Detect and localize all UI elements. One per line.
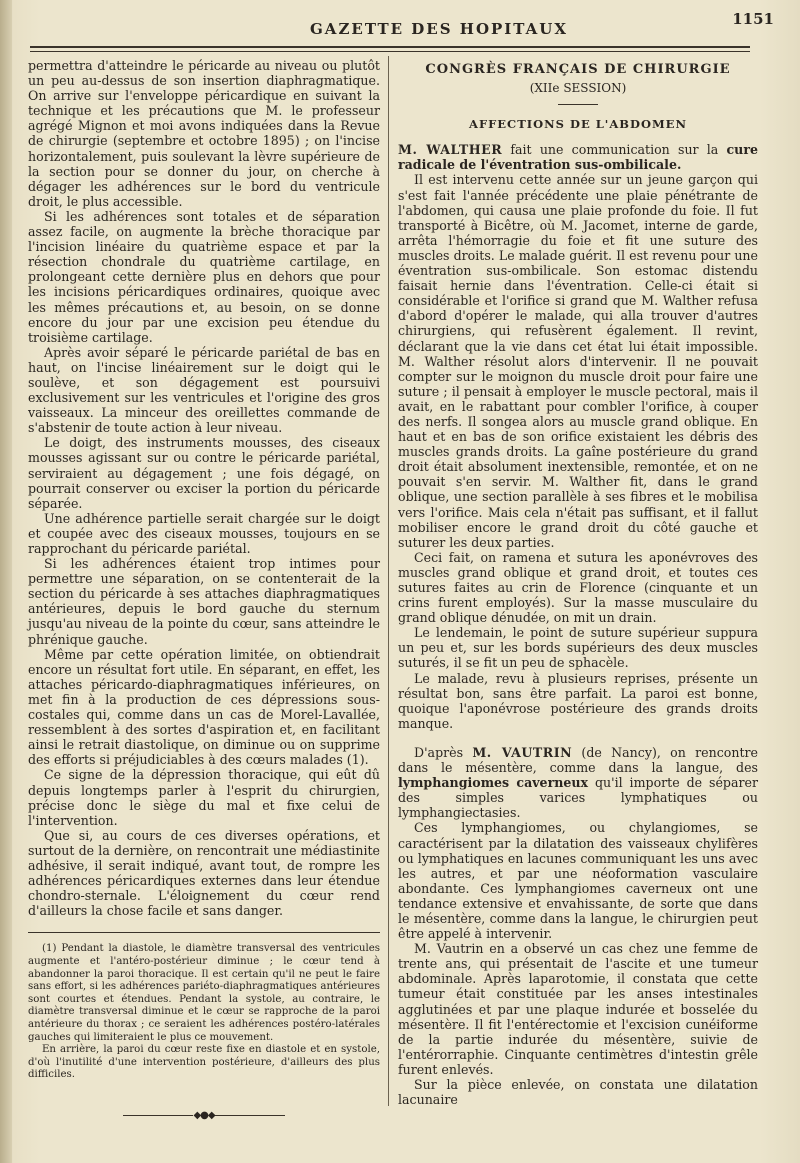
walther-topic: cure radicale de l'éventration sus-ombilicale. [398,142,758,173]
paragraph: Que si, au cours de ces diverses opérations, et surtout de la dernière, on rencontrait une médiastinite adhésive, il serait indiqué, avant tout, de rompre les adhérences péricardiques externes dans leur étendue chondro-sternale. L'éloignement du cœur rend d'ailleurs la chose facile et sans danger. [28,827,380,919]
vautrin-topic: lymphangiomes caverneux [398,775,589,791]
paragraph: Une adhérence partielle serait chargée sur le doigt et coupée avec des ciseaux mousses, toujours en se rapprochant du péricarde pariétal. [28,510,380,556]
paragraph: Ceci fait, on ramena et sutura les aponévroves des muscles grand oblique et grand droit, et toutes ces sutures faites au crin de Florence (cinquante et un crins furent employés). Sur la masse musculaire du grand oblique dénudée, on mit un drain. [398,549,758,626]
walther-intro: fait une communication sur la [502,142,727,158]
footnote: (1) Pendant la diastole, le diamètre transversal des ventricules augmente et l'antéro-postérieur diminue ; le cœur tend à abandonner la paroi thoracique. Il est certain qu'il ne peut le faire sans effort, si les adhérences pariéto-diaphragmatiques antérieures sont courtes et étendues. Pendant la systole, au contraire, le diamètre transversal diminue et le cœur se rapproche de la paroi antérieure du thorax ; ce seraient les adhérences postéro-latérales gauches qui limiteraient le plus ce mouvement. [28,943,380,1043]
paragraph-spacer [398,731,758,745]
congress-title: CONGRÈS FRANÇAIS DE CHIRURGIE [425,62,731,77]
paragraph: Sur la pièce enlevée, on constata une dilatation lacunaire [398,1077,758,1108]
vautrin-lead-paragraph [398,745,758,820]
paragraph: Après avoir séparé le péricarde pariétal de bas en haut, on l'incise linéairement sur le doigt qui le soulève, et son dégagement est poursuivi exclusivement sur les ventricules et l'origine des gros vaisseaux. La minceur des oreillettes commande de s'abstenir de toute action à leur niveau. [28,344,380,436]
header-rule [30,46,750,48]
congress-session: (XIIe SESSION) [529,81,627,96]
section-title: AFFECTIONS DE L'ABDOMEN [469,117,687,132]
footnotes [28,943,380,1082]
page-header [20,6,780,46]
paragraph: M. Vautrin en a observé un cas chez une femme de trente ans, qui présentait de l'ascite et une tumeur abdominale. Après laparotomie, il constata que cette tumeur était constituée par les anses intestinales agglutinées et par une plaque indurée et bosselée du mésentère. Il fit l'entérectomie et l'excision cunéiforme de la partie indurée du mésentère, suivie de l'entérorraphie. Cinquante centimètres d'intestin grêle furent enlevés. [398,941,758,1077]
speaker-name-vautrin: M. VAUTRIN [472,744,573,760]
footnote-rule [28,932,380,933]
footnote: En arrière, la paroi du cœur reste fixe en diastole et en systole, d'où l'inutilité d'une intervention postérieure, d'ailleurs des plus difficiles. [28,1044,380,1081]
paragraph: Si les adhérences sont totales et de séparation assez facile, on augmente la brèche thoracique par l'incision linéaire du quatrième espace et par la résection chondrale du quatrième cartilage, en prolongeant cette dernière plus en dehors que pour les incisions péricardiques ordinaires, quoique avec les mêmes précautions et, au besoin, on se donne encore du jour par une excision peu étendue du troisième cartilage. [28,208,380,345]
paragraph: Ces lymphangiomes, ou chylangiomes, se caractérisent par la dilatation des vaisseaux chylifères ou lymphatiques en lacunes communiquant les uns avec les autres, et par une néoformation vasculaire abondante. Ces lymphangiomes caverneux ont une tendance extensive et envahissante, de sorte que dans le mésentère, comme dans la langue, le chirurgien peut être appelé à intervenir. [398,820,758,942]
speaker-name-walther: M. WALTHER [398,142,503,158]
paragraph: Il est intervenu cette année sur un jeune garçon qui s'est fait l'année précédente une plaie pénétrante de l'abdomen, qui causa une plaie profonde du foie. Il fut transporté à Bicêtre, où M. Jacomet, interne de garde, arrêta l'hémorragie du foie et fit une suture des muscles droits. Le malade guérit. Il est revenu pour une éventration sus-ombilicale. Son estomac distendu faisait hernie dans l'éventration. Celle-ci était si considérable et l'orifice si grand que M. Walther refusa d'abord d'opérer le malade, qui alla trouver d'autres chirurgiens, qui refusèrent également. Il revint, déclarant que la vie dans cet état lui était impossible. M. Walther résolut alors d'intervenir. Il ne pouvait compter sur le moignon du muscle droit pour faire une suture ; il pensait à employer le muscle pectoral, mais il avait, en le rabattant pour combler l'orifice, à couper des nerfs. Il songea alors au muscle grand oblique. En haut et en bas de son orifice existaient les débris des muscles grands droits. La gaîne postérieure du grand droit était absolument inextensible, remontée, et on ne pouvait s'en servir. M. Walther fit, dans le grand oblique, une section parallèle à ses fibres et le mobilisa vers l'orifice. Mais cela n'était pas suffisant, et il fallut mobiliser encore le grand droit du côté gauche et suturer les deux parties. [398,172,758,550]
vautrin-prefix: D'après [414,744,473,760]
paragraph: Ce signe de la dépression thoracique, qui eût dû depuis longtemps parler à l'esprit du chirurgien, précise donc le siège du mal et fixe celui de l'intervention. [28,767,380,828]
vautrin-mid: (de Nancy), on rencontre dans le mésentère, comme dans la langue, des [398,744,758,776]
page-binding-edge [0,0,12,1163]
header-rule-thin [30,51,750,52]
section-rule [558,104,598,105]
right-column [398,58,758,1107]
page-number: 1151 [732,10,774,28]
paragraph: Même par cette opération limitée, on obtiendrait encore un résultat fort utile. En séparant, en effet, les attaches péricardo-diaphragmatiques inférieures, on met fin à la production de ces dépressions sous-costales qui, comme dans un cas de Morel-Lavallée, ressemblent à des sortes d'aspiration et, en facilitant ainsi le retrait diastolique, on diminue ou on supprime des efforts si préjudiciables à des cœurs malades (1). [28,646,380,768]
walther-lead-paragraph [398,142,758,172]
running-title: GAZETTE DES HOPITAUX [310,20,569,38]
paragraph: permettra d'atteindre le péricarde au niveau ou plutôt un peu au-dessus de son insertion diaphragmatique. On arrive sur l'enveloppe péricardique en suivant la technique et les précautions que M. le professeur agrégé Mignon et moi avons indiquées dans la Revue de chirurgie (septembre et octobre 1895) ; on l'incise horizontalement, puis soulevant la lèvre supérieure de la section pour se donner du jour, on cherche à dégager les adhérences sur le bord du ventricule droit, le plus accessible. [28,58,380,209]
paragraph: Le malade, revu à plusieurs reprises, présente un résultat bon, sans être parfait. La paroi est bonne, quoique l'aponévrose postérieure des grands droits manque. [398,670,758,731]
column-divider [388,56,389,1106]
paragraph: Si les adhérences étaient trop intimes pour permettre une séparation, on se contenterait de la section du péricarde à ses attaches diaphragmatiques antérieures, depuis le bord gauche du sternum jusqu'au niveau de la pointe du cœur, sans atteindre le phrénique gauche. [28,556,380,647]
end-ornament: ◆●◆ [28,1108,380,1123]
paragraph: Le lendemain, le point de suture supérieur suppura un peu et, sur les bords supérieurs des deux muscles suturés, il se fit un peu de sphacèle. [398,625,758,671]
vautrin-end: qu'il importe de séparer des simples varices lymphatiques ou lymphangiectasies. [398,775,758,821]
paragraph: Le doigt, des instruments mousses, des ciseaux mousses agissant sur ou contre le péricarde pariétal, serviraient au dégagement ; une fois dégagé, on pourrait conserver ou exciser la portion du péricarde séparée. [28,435,380,511]
left-column [28,58,380,1123]
